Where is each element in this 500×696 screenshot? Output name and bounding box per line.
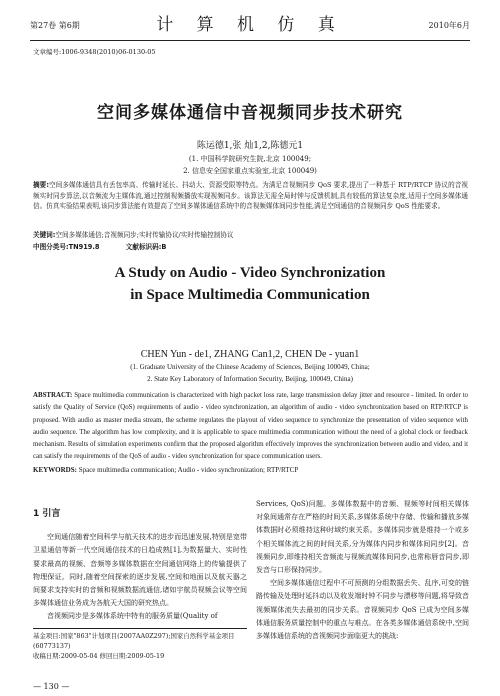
keywords-en-label: KEYWORDS: — [33, 466, 77, 474]
intro-paragraph: 空间通信随着空间科学与航天技术的进步而迅速发展,特别是宽带卫星通信等新一代空间通信技术的日趋成熟[1],为数据量大、实时性要求最高的视频、音频等多媒体数据在空间通信网络上的传输提供了物理保证。同时,随着空间探索的逐步发展,空间和地面以及航天器之间要求支持实时的音频和视频数据流通信,诸如宇航员视频会议等空间多媒体通信业务成为各航天大国的研究热点。 — [33, 533, 247, 608]
classification-line — [33, 241, 166, 251]
class-number: 中图分类号:TN919.8 — [33, 243, 100, 251]
title-english-line1: A Study on Audio - Video Synchronization — [114, 265, 386, 281]
footnote-divider — [33, 628, 247, 629]
footnote-dates: 收稿日期:2009-05-04 修回日期:2009-05-19 — [33, 652, 165, 660]
keywords-chinese — [33, 229, 234, 239]
keywords-cn-text: 空间多媒体通信;音视频同步;实时传输协议/实时传输控制协议 — [55, 231, 234, 239]
keywords-english — [33, 466, 468, 474]
abstract-cn-text: 空间多媒体通信具有丢包率高、传输时延长、抖动大、资源受限等特点。为满足音视频同步 QoS 要求,提出了一种基于 RTP/RTCP 协议的音视频实时同步算法,以音频流为主媒体流,通过控制视频播放实现视频同步。该算法无需全局时钟与反馈机制,具有较低的算法复杂度,适用于空间多媒体通信。仿真实验结果表明,该同步算法能有效提高了空间多媒体通信系统中的音视频媒体间同步性能,满足空间通信的音视频同步 QoS 性能要求。 — [33, 181, 468, 210]
abstract-cn-label: 摘要: — [33, 181, 49, 189]
footnote-funding: 基金项目:国家"863"计划项目(2007AA0Z297);国家自然科学基金项目(60773137) — [33, 632, 235, 650]
page-number: — 130 — — [33, 682, 70, 691]
affiliation-en-1: (1. Graduate University of the Chinese Academy of Sciences, Beijing 100049, China; — [130, 363, 370, 371]
authors-chinese — [0, 138, 500, 151]
right-column — [256, 498, 469, 643]
title-chinese: 空间多媒体通信中音视频同步技术研究 — [97, 103, 403, 123]
section-heading-introduction: 1 引言 — [33, 509, 61, 519]
journal-name: 计 算 机 仿 真 — [156, 15, 344, 35]
intro-paragraph-tail: 音视频同步是多媒体系统中特有的服务质量(Quality of — [47, 612, 218, 621]
journal-volume: 第27卷 第6期 — [30, 21, 80, 30]
affiliation-cn-2: 2. 信息安全国家重点实验室,北京 100049) — [183, 167, 317, 175]
article-number: 文章编号:1006-9348(2010)06-0130-05 — [33, 48, 156, 56]
title-english-line2: in Space Multimedia Communication — [130, 287, 370, 303]
left-column — [33, 498, 247, 624]
keywords-en-text: Space multimedia communication; Audio - video synchronization; RTP/RTCP — [78, 466, 299, 474]
page-header — [30, 0, 470, 41]
abstract-english — [33, 390, 468, 464]
authors-english: CHEN Yun - de1, ZHANG Can1,2, CHEN De - yuan1 — [140, 349, 360, 360]
affiliation-cn-1: (1. 中国科学院研究生院,北京 100049; — [188, 155, 312, 163]
abstract-en-text: Space multimedia communication is characterized with high packet loss rate, large transmission delay jitter and resource - limited. In order to satisfy the Quality of Service (QoS) requirements of audio - video synchronization, an algorithm of audio - video synchronization based on RTP/RTCP is proposed. With audio as master media stream, the scheme regulates the playout of video sequence to synchronize the presentation of video sequence with audio sequence. The algorithm has low complexity, and it is applicable to space multimedia communication without the need of a global clock or feedback mechanism. Results of simulation experiments confirm that the proposed algorithm effectively improves the synchronization between audio and video, and it can satisfy the requirements of the QoS of audio - video synchronization for space communication users. — [33, 392, 468, 461]
document-code: 文献标识码:B — [125, 243, 167, 251]
affiliation-en-2: 2. State Key Laboratory of Information Security, Beijing, 100049, China) — [147, 375, 353, 383]
abstract-chinese — [33, 180, 468, 212]
right-paragraph-2: 空间多媒体通信过程中不可预测的分组数据丢失、乱序,可变的链路传输及处理时延抖动以及收发端时钟不同步与漂移等问题,将导致音视频媒体流失去最初的同步关系。音视频同步 QoS 已成为空间多媒体通信服务质量控制中的重点与难点。在各类多媒体通信系统中,空间多媒体通信系统的音视频同步面临更大的挑战: — [256, 579, 469, 641]
right-paragraph-1: Services, QoS)问题。多媒体数据中的音频、视频等时间相关媒体对象间通常存在严格的时间关系,多媒体系统中存储、传输和播放多媒体数据时必须维持这种时域约束关系。多媒体同步就是维持一个或多个相关媒体流之间的时间关系,分为媒体内同步和媒体间同步[2]。音视频同步,即维持相关音频流与视频流媒体间同步,也常称唇音同步,即发音与口形保持同步。 — [256, 500, 469, 575]
keywords-cn-label: 关键词: — [33, 231, 56, 239]
journal-date: 2010年6月 — [428, 21, 470, 30]
authors-chinese-text: 陈运德1,张 灿1,2,陈德元1 — [196, 141, 304, 151]
abstract-en-label: ABSTRACT: — [33, 392, 73, 399]
